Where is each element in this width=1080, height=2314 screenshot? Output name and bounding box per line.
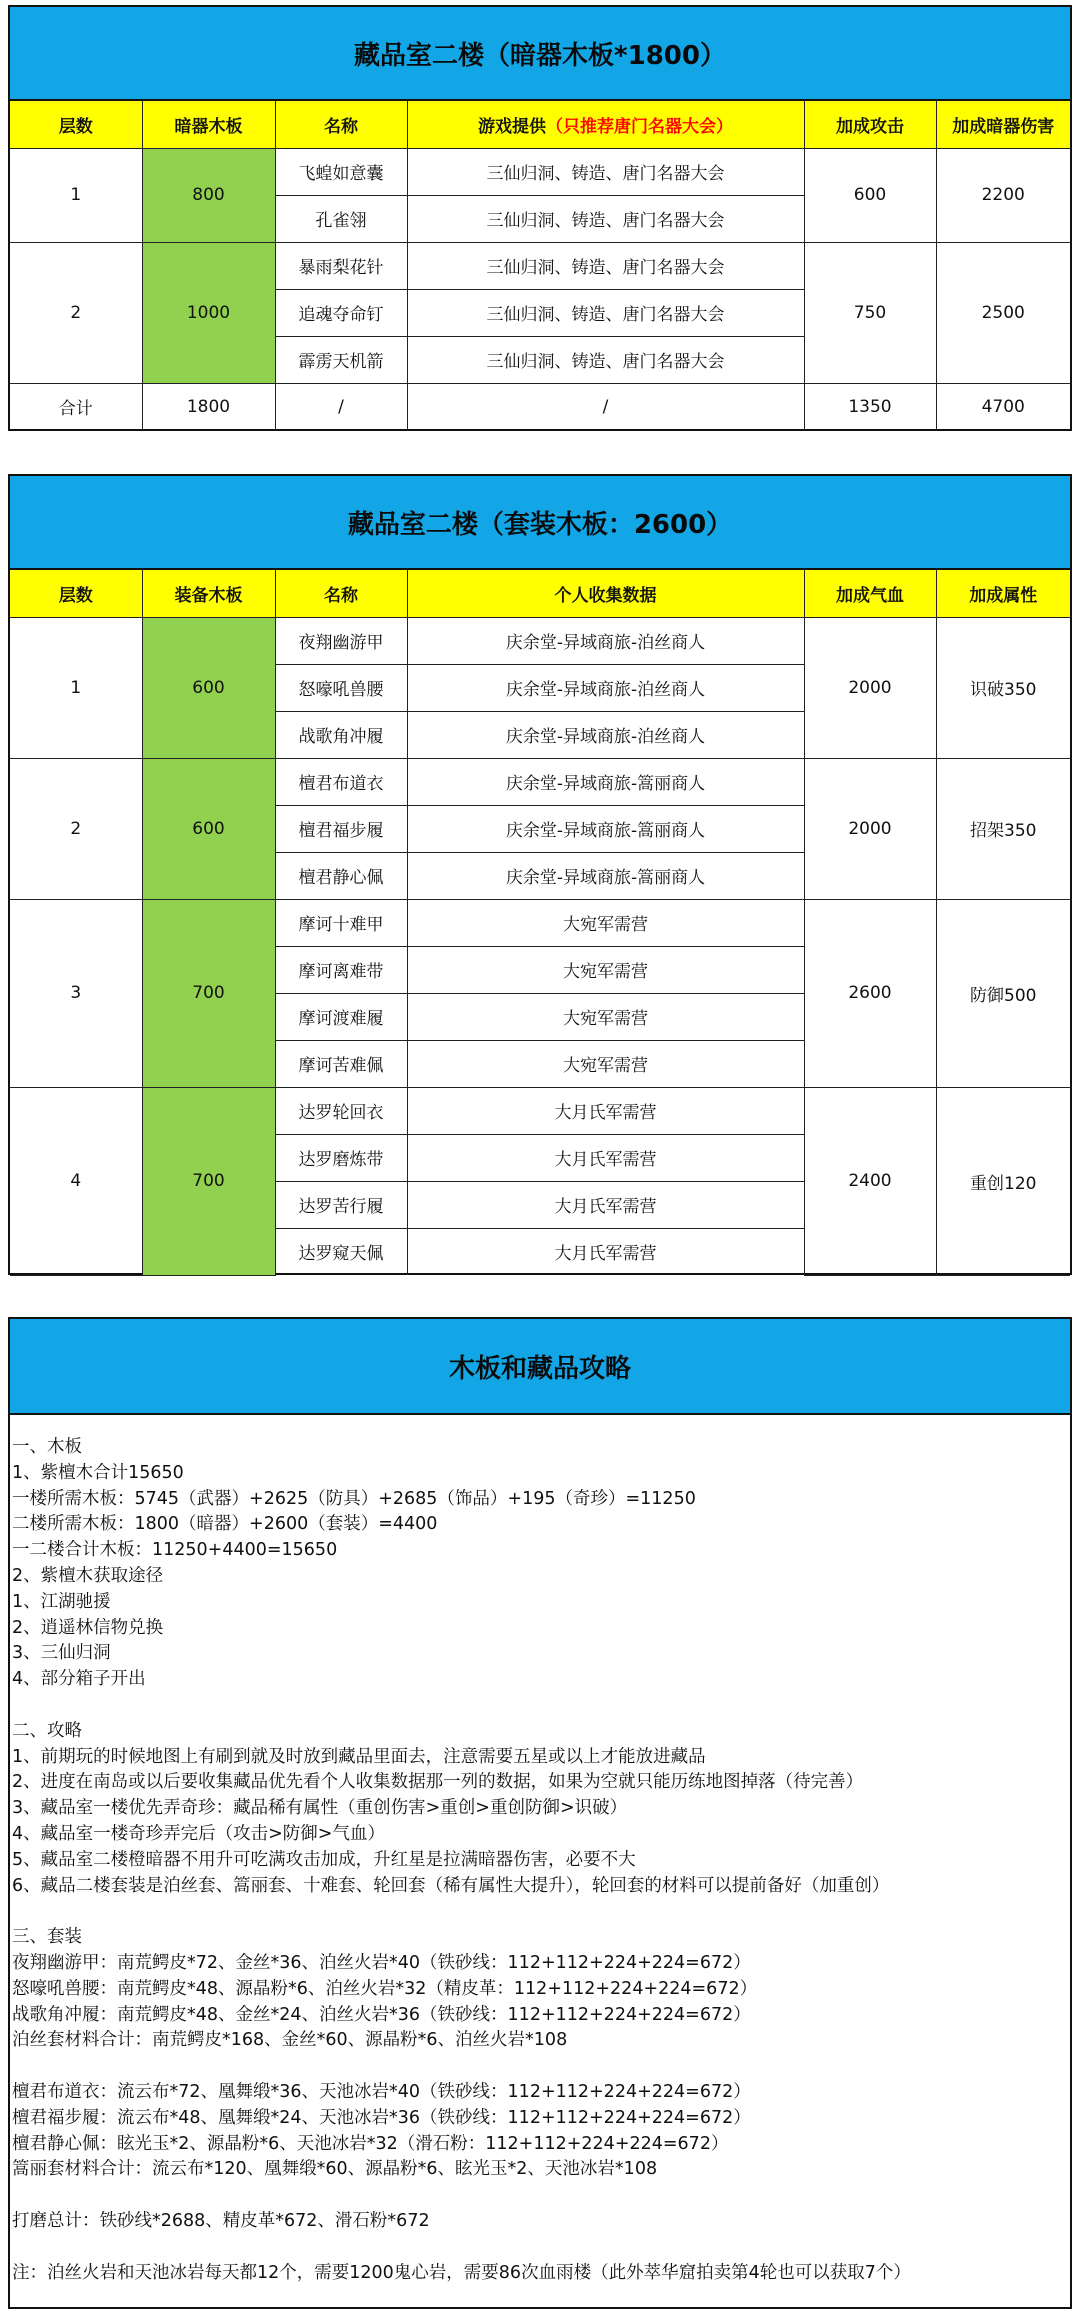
- item-source: 大宛军需营: [407, 1040, 804, 1087]
- item-name: 达罗窥天佩: [275, 1228, 407, 1275]
- item-source: 三仙归洞、铸造、唐门名器大会: [407, 289, 804, 336]
- board-cell: 800: [142, 148, 275, 242]
- guide-line: 篙丽套材料合计：流云布*120、凰舞缎*60、源晶粉*6、眩光玉*2、天池冰岩*108: [12, 2159, 658, 2180]
- guide-line: 檀君布道衣：流云布*72、凰舞缎*36、天池冰岩*40（铁砂线：112+112+224+224=672）: [12, 2081, 751, 2102]
- guide-line: 1、江湖驰援: [12, 1591, 111, 1612]
- header-attack: 加成攻击: [804, 101, 936, 148]
- guide-body: [10, 1415, 1070, 2286]
- item-source: 三仙归洞、铸造、唐门名器大会: [407, 242, 804, 289]
- table-row: [10, 148, 1070, 195]
- guide-line: 三、套装: [12, 1927, 82, 1948]
- item-source: 三仙归洞、铸造、唐门名器大会: [407, 195, 804, 242]
- hidden-weapon-board-sheet: [8, 5, 1072, 431]
- guide-line: 二楼所需木板：1800（暗器）+2600（套装）=4400: [12, 1514, 438, 1535]
- header-source: [407, 101, 804, 148]
- table-row: [10, 899, 1070, 946]
- table-row: [10, 1087, 1070, 1134]
- guide-line: 一楼所需木板：5745（武器）+2625（防具）+2685（饰品）+195（奇珍）=11250: [12, 1488, 696, 1509]
- guide-line: 3、藏品室一楼优先弄奇珍：藏品稀有属性（重创伤害>重创>重创防御>识破）: [12, 1798, 628, 1819]
- armor-set-table: [10, 570, 1070, 1276]
- guide-line: 5、藏品室二楼橙暗器不用升可吃满攻击加成，升红星是拉满暗器伤害，必要不大: [12, 1849, 636, 1870]
- item-source: 庆余堂-异域商旅-泊丝商人: [407, 711, 804, 758]
- header-board: 装备木板: [142, 570, 275, 617]
- item-source: 大宛军需营: [407, 993, 804, 1040]
- guide-line: 注：泊丝火岩和天池冰岩每天都12个，需要1200鬼心岩，需要86次血雨楼（此外萃华窟拍卖第4轮也可以获取7个）: [12, 2262, 911, 2283]
- guide-line: 檀君静心佩：眩光玉*2、源晶粉*6、天池冰岩*32（滑石粉：112+112+224+224=672）: [12, 2133, 729, 2154]
- guide-line: 夜翔幽游甲：南荒鳄皮*72、金丝*36、泊丝火岩*40（铁砂线：112+112+224+224=672）: [12, 1952, 751, 1973]
- damage-cell: 2200: [936, 148, 1070, 242]
- item-name: 怒嚎吼兽腰: [275, 664, 407, 711]
- item-name: 夜翔幽游甲: [275, 617, 407, 664]
- guide-line: [12, 1899, 1070, 1925]
- total-label: 合计: [10, 383, 142, 430]
- item-source: 三仙归洞、铸造、唐门名器大会: [407, 148, 804, 195]
- guide-line: 4、部分箱子开出: [12, 1669, 146, 1690]
- board-cell: 600: [142, 758, 275, 899]
- attr-cell: 招架350: [936, 758, 1070, 899]
- guide-line: 2、进度在南岛或以后要收集藏品优先看个人收集数据那一列的数据，如果为空就只能历练地图掉落（待完善）: [12, 1772, 864, 1793]
- hidden-weapon-table: [10, 101, 1070, 430]
- total-row: [10, 383, 1070, 430]
- item-source: 庆余堂-异域商旅-篙丽商人: [407, 758, 804, 805]
- guide-line: 怒嚎吼兽腰：南荒鳄皮*48、源晶粉*6、泊丝火岩*32（精皮革：112+112+224+224=672）: [12, 1978, 758, 1999]
- total-board: 1800: [142, 383, 275, 430]
- table-row: [10, 617, 1070, 664]
- guide-line: [12, 2183, 1070, 2209]
- board-cell: 600: [142, 617, 275, 758]
- hp-cell: 2000: [804, 758, 936, 899]
- item-name: 达罗磨炼带: [275, 1134, 407, 1181]
- attack-cell: 600: [804, 148, 936, 242]
- floor-cell: 3: [10, 899, 142, 1087]
- item-source: 庆余堂-异域商旅-篙丽商人: [407, 805, 804, 852]
- guide-line: 泊丝套材料合计：南荒鳄皮*168、金丝*60、源晶粉*6、泊丝火岩*108: [12, 2030, 568, 2051]
- item-source: 大月氏军需营: [407, 1181, 804, 1228]
- attack-cell: 750: [804, 242, 936, 383]
- item-name: 飞蝗如意囊: [275, 148, 407, 195]
- board-cell: 1000: [142, 242, 275, 383]
- table-header-row: [10, 570, 1070, 617]
- item-source: 三仙归洞、铸造、唐门名器大会: [407, 336, 804, 383]
- hp-cell: 2400: [804, 1087, 936, 1275]
- header-source-label: 游戏提供: [478, 116, 546, 137]
- attr-cell: 重创120: [936, 1087, 1070, 1275]
- guide-line: 2、逍遥林信物兑换: [12, 1617, 164, 1638]
- header-name: 名称: [275, 570, 407, 617]
- item-name: 摩诃十难甲: [275, 899, 407, 946]
- header-floor: 层数: [10, 101, 142, 148]
- header-attr: 加成属性: [936, 570, 1070, 617]
- attr-cell: 防御500: [936, 899, 1070, 1087]
- total-source: /: [407, 383, 804, 430]
- guide-line: 一、木板: [12, 1437, 82, 1457]
- item-name: 霹雳天机箭: [275, 336, 407, 383]
- item-name: 达罗轮回衣: [275, 1087, 407, 1134]
- header-board: 暗器木板: [142, 101, 275, 148]
- hp-cell: 2600: [804, 899, 936, 1087]
- item-name: 达罗苦行履: [275, 1181, 407, 1228]
- sheet2-title: 藏品室二楼（套装木板：2600）: [10, 476, 1070, 570]
- total-attack: 1350: [804, 383, 936, 430]
- floor-cell: 1: [10, 148, 142, 242]
- header-source-note: （只推荐唐门名器大会）: [546, 116, 733, 137]
- total-name: /: [275, 383, 407, 430]
- guide-line: 打磨总计：铁砂线*2688、精皮革*672、滑石粉*672: [12, 2210, 430, 2231]
- item-source: 大宛军需营: [407, 899, 804, 946]
- item-source: 大月氏军需营: [407, 1087, 804, 1134]
- item-name: 摩诃渡难履: [275, 993, 407, 1040]
- total-damage: 4700: [936, 383, 1070, 430]
- guide-line: 2、紫檀木获取途径: [12, 1565, 164, 1586]
- item-name: 战歌角冲履: [275, 711, 407, 758]
- item-name: 摩诃苦难佩: [275, 1040, 407, 1087]
- item-name: 追魂夺命钉: [275, 289, 407, 336]
- item-source: 庆余堂-异域商旅-泊丝商人: [407, 617, 804, 664]
- table-header-row: [10, 101, 1070, 148]
- header-name: 名称: [275, 101, 407, 148]
- floor-cell: 4: [10, 1087, 142, 1275]
- item-source: 大月氏军需营: [407, 1228, 804, 1275]
- guide-line: [12, 2235, 1070, 2261]
- sheet3-title: 木板和藏品攻略: [10, 1319, 1070, 1415]
- item-source: 庆余堂-异域商旅-篙丽商人: [407, 852, 804, 899]
- item-name: 暴雨梨花针: [275, 242, 407, 289]
- item-name: 孔雀翎: [275, 195, 407, 242]
- board-cell: 700: [142, 1087, 275, 1275]
- floor-cell: 2: [10, 758, 142, 899]
- guide-line: 1、紫檀木合计15650: [12, 1462, 184, 1483]
- sheet1-title: 藏品室二楼（暗器木板*1800）: [10, 7, 1070, 101]
- guide-line: 战歌角冲履：南荒鳄皮*48、金丝*24、泊丝火岩*36（铁砂线：112+112+224+224=672）: [12, 2004, 751, 2025]
- item-name: 檀君福步履: [275, 805, 407, 852]
- header-floor: 层数: [10, 570, 142, 617]
- guide-line: 3、三仙归洞: [12, 1643, 111, 1664]
- header-damage: 加成暗器伤害: [936, 101, 1070, 148]
- header-source: 个人收集数据: [407, 570, 804, 617]
- board-cell: 700: [142, 899, 275, 1087]
- guide-line: 一二楼合计木板：11250+4400=15650: [12, 1540, 338, 1561]
- floor-cell: 2: [10, 242, 142, 383]
- item-name: 檀君布道衣: [275, 758, 407, 805]
- header-hp: 加成气血: [804, 570, 936, 617]
- attr-cell: 识破350: [936, 617, 1070, 758]
- table-row: [10, 758, 1070, 805]
- guide-line: 1、前期玩的时候地图上有刷到就及时放到藏品里面去，注意需要五星或以上才能放进藏品: [12, 1746, 706, 1767]
- floor-cell: 1: [10, 617, 142, 758]
- guide-sheet: [8, 1317, 1072, 2309]
- hp-cell: 2000: [804, 617, 936, 758]
- guide-line: [12, 2054, 1070, 2080]
- item-source: 大月氏军需营: [407, 1134, 804, 1181]
- guide-line: 6、藏品二楼套装是泊丝套、篙丽套、十难套、轮回套（稀有属性大提升），轮回套的材料可以提前备好（加重创）: [12, 1875, 890, 1896]
- item-name: 摩诃离难带: [275, 946, 407, 993]
- damage-cell: 2500: [936, 242, 1070, 383]
- armor-set-board-sheet: [8, 474, 1072, 1275]
- guide-line: 4、藏品室一楼奇珍弄完后（攻击>防御>气血）: [12, 1823, 385, 1844]
- item-source: 大宛军需营: [407, 946, 804, 993]
- guide-line: 二、攻略: [12, 1720, 82, 1741]
- table-row: [10, 242, 1070, 289]
- guide-line: 檀君福步履：流云布*48、凰舞缎*24、天池冰岩*36（铁砂线：112+112+224+224=672）: [12, 2107, 751, 2128]
- item-source: 庆余堂-异域商旅-泊丝商人: [407, 664, 804, 711]
- guide-line: [12, 1693, 1070, 1719]
- item-name: 檀君静心佩: [275, 852, 407, 899]
